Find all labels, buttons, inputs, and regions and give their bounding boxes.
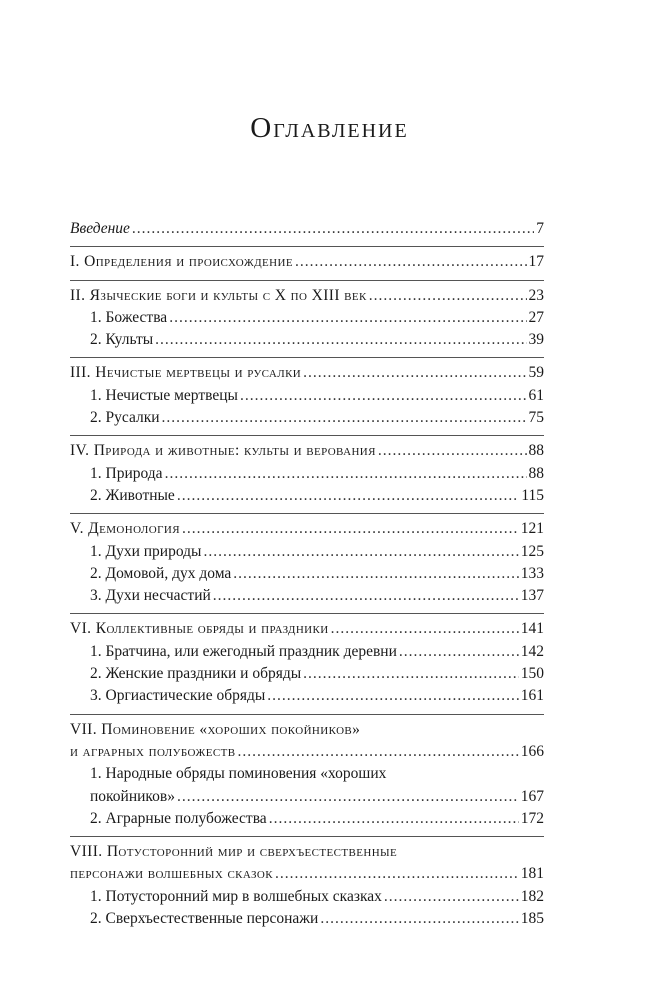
toc-entry-label: V. Демонология	[70, 520, 180, 538]
toc-entry-page: 7	[536, 220, 544, 237]
divider	[70, 435, 544, 436]
dot-leader	[233, 563, 518, 585]
dot-leader	[303, 362, 526, 384]
toc-entry-page: 125	[520, 542, 544, 560]
dot-leader	[303, 663, 519, 685]
toc-entry-page: 121	[520, 520, 544, 538]
toc-entry-page: 167	[520, 787, 544, 805]
toc-entry-label: VII. Поминовение «хороших покойников»	[70, 720, 361, 738]
dot-leader	[162, 407, 527, 429]
toc-entry	[70, 786, 544, 808]
toc-entry	[70, 886, 544, 908]
toc-entry-page: 23	[528, 286, 544, 304]
toc-entry	[70, 440, 544, 462]
dot-leader	[384, 886, 519, 908]
dot-leader	[378, 440, 527, 462]
toc-entry-page: 172	[520, 809, 544, 827]
toc-entry-label: 2. Культы	[90, 331, 154, 349]
toc-entry	[70, 485, 544, 507]
toc-entry	[70, 641, 544, 663]
dot-leader	[399, 641, 519, 663]
dot-leader	[169, 307, 526, 329]
toc-entry-page: 161	[520, 687, 544, 705]
toc-entry-page: 17	[528, 253, 544, 271]
divider	[70, 714, 544, 715]
dot-leader	[213, 585, 519, 607]
toc-entry-label: 2. Русалки	[90, 409, 160, 427]
dot-leader	[177, 786, 519, 808]
toc-entry	[70, 518, 544, 540]
dot-leader	[331, 618, 519, 640]
toc-entry-page: 75	[528, 409, 544, 427]
toc-entry	[70, 329, 544, 351]
toc-entry-page: 137	[520, 587, 544, 605]
toc-entry	[70, 385, 544, 407]
toc-entry-label: и аграрных полубожеств	[70, 742, 236, 760]
divider	[70, 513, 544, 514]
toc-entry	[70, 251, 544, 273]
toc-entry-line1	[70, 719, 544, 741]
dot-leader	[238, 741, 519, 763]
toc-entry-label: 1. Народные обряды поминовения «хороших	[90, 765, 387, 783]
toc-entry-label: персонажи волшебных сказок	[70, 865, 273, 883]
toc-entry-label: 2. Женские праздники и обряды	[90, 665, 302, 683]
toc-entry-line1	[70, 763, 544, 785]
divider	[70, 613, 544, 614]
toc-entry	[70, 563, 544, 585]
toc-entry-label: 1. Братчина, или ежегодный праздник деревни	[90, 642, 397, 660]
toc-entry-label: II. Языческие боги и культы с X по XIII век	[70, 286, 367, 304]
toc-entry-label: 2. Домовой, дух дома	[90, 564, 232, 582]
toc-entry-label: 2. Животные	[90, 486, 175, 504]
page-title: Оглавление	[250, 112, 409, 144]
toc-entry-label: 2. Аграрные полубожества	[90, 809, 267, 827]
toc-entry-page: 27	[528, 308, 544, 326]
toc-entry-page: 181	[520, 865, 544, 883]
dot-leader	[177, 485, 520, 507]
toc-entry	[70, 863, 544, 885]
toc-entry-page: 166	[520, 742, 544, 760]
toc-entry-label: Введение	[70, 220, 130, 237]
dot-leader	[369, 285, 527, 307]
toc-entry	[70, 362, 544, 384]
dot-leader	[155, 329, 526, 351]
toc-entry-label: I. Определения и происхождение	[70, 253, 293, 271]
toc-entry-page: 61	[528, 386, 544, 404]
toc-entry-label: 1. Нечистые мертвецы	[90, 386, 238, 404]
toc-entry-label: 2. Сверхъестественные персонажи	[90, 910, 319, 928]
toc-entry	[70, 463, 544, 485]
toc-entry-label: 3. Духи несчастий	[90, 587, 211, 605]
toc-entry-label: покойников»	[90, 787, 175, 805]
toc-entry-label: 3. Оргиастические обряды	[90, 687, 266, 705]
dot-leader	[267, 685, 518, 707]
toc-entry-label: 1. Духи природы	[90, 542, 202, 560]
dot-leader	[320, 908, 518, 930]
toc-entry	[70, 808, 544, 830]
dot-leader	[132, 218, 534, 240]
toc-entry-label: 1. Природа	[90, 464, 163, 482]
toc-entry-label: III. Нечистые мертвецы и русалки	[70, 364, 302, 382]
toc-entry	[70, 218, 544, 240]
toc-entry-page: 39	[528, 331, 544, 349]
toc-entry-page: 142	[520, 642, 544, 660]
toc-entry-label: VI. Коллективные обряды и праздники	[70, 620, 329, 638]
toc-entry-page: 115	[521, 486, 544, 504]
divider	[70, 357, 544, 358]
dot-leader	[275, 863, 519, 885]
dot-leader	[240, 385, 527, 407]
dot-leader	[165, 463, 527, 485]
dot-leader	[203, 541, 518, 563]
dot-leader	[269, 808, 519, 830]
toc-entry	[70, 585, 544, 607]
toc-entry-page: 88	[528, 464, 544, 482]
divider	[70, 280, 544, 281]
toc-entry-label: 1. Божества	[90, 308, 168, 326]
toc-entry-page: 141	[520, 620, 544, 638]
toc-entry	[70, 741, 544, 763]
toc-entry-label: 1. Потусторонний мир в волшебных сказках	[90, 887, 382, 905]
toc-entry	[70, 307, 544, 329]
toc-entry-line1	[70, 841, 544, 863]
toc-entry-page: 185	[520, 910, 544, 928]
toc-entry-page: 88	[528, 442, 544, 460]
toc-entry-page: 59	[528, 364, 544, 382]
toc-entry-label: IV. Природа и животные: культы и верования	[70, 442, 376, 460]
toc-entry-label: VIII. Потусторонний мир и сверхъестественные	[70, 843, 398, 861]
divider	[70, 246, 544, 247]
table-of-contents	[70, 218, 544, 930]
toc-entry	[70, 407, 544, 429]
toc-entry-page: 182	[520, 887, 544, 905]
toc-entry-page: 133	[520, 564, 544, 582]
toc-entry	[70, 685, 544, 707]
dot-leader	[295, 251, 527, 273]
toc-entry	[70, 908, 544, 930]
toc-entry	[70, 285, 544, 307]
toc-entry	[70, 663, 544, 685]
dot-leader	[182, 518, 519, 540]
toc-entry	[70, 618, 544, 640]
divider	[70, 836, 544, 837]
toc-entry-page: 150	[520, 665, 544, 683]
toc-entry	[70, 541, 544, 563]
